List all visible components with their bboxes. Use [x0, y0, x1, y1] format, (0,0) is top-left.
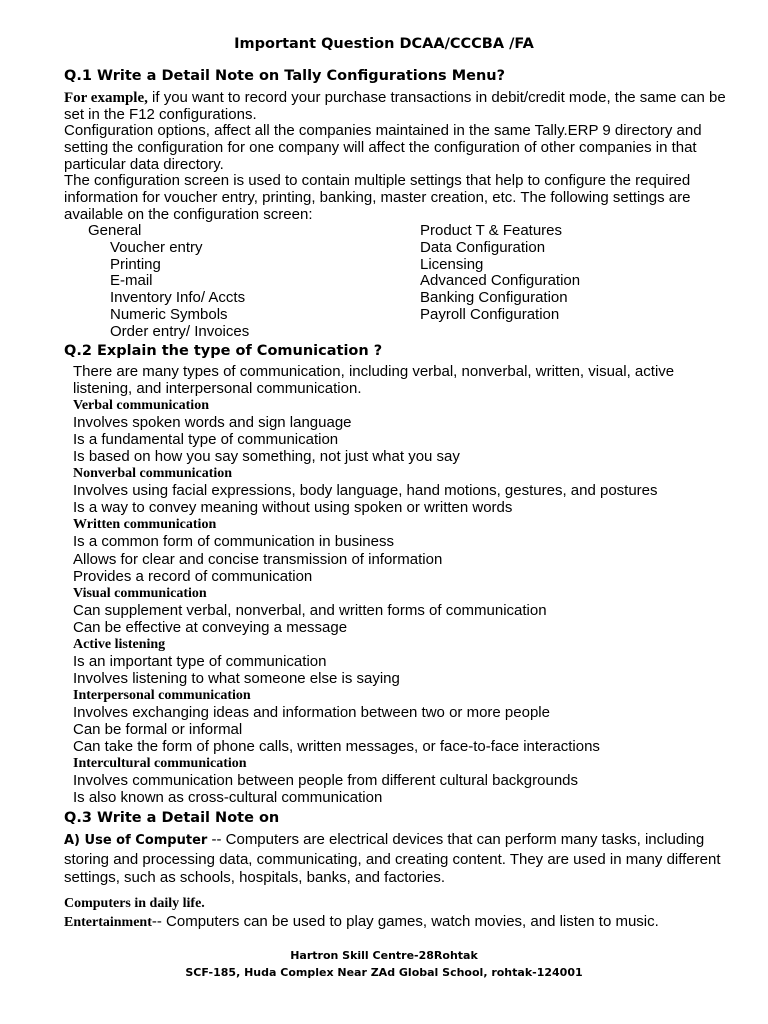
q3-heading: Q.3 Write a Detail Note on: [64, 810, 280, 826]
section-line: Involves listening to what someone else is saying: [73, 669, 400, 687]
footer-address: SCF-185, Huda Complex Near ZAd Global School, rohtak-124001: [185, 966, 583, 979]
use-of-computer-label: A) Use of Computer: [64, 833, 208, 848]
section-line: Involves spoken words and sign language: [73, 414, 352, 432]
section-heading: Nonverbal communication: [73, 466, 233, 482]
settings-item: Banking Configuration: [420, 289, 568, 307]
section-line: Is a fundamental type of communication: [73, 431, 339, 449]
settings-item: E-mail: [110, 272, 153, 290]
settings-item: Advanced Configuration: [420, 272, 581, 290]
section-line: Provides a record of communication: [73, 567, 313, 585]
settings-item: Order entry/ Invoices: [110, 322, 250, 340]
entertainment-line: [64, 913, 659, 931]
section-heading: Verbal communication: [73, 398, 209, 414]
settings-item: Data Configuration: [420, 238, 546, 256]
settings-item: Numeric Symbols: [110, 305, 228, 323]
section-line: Is a way to convey meaning without using spoken or written words: [73, 499, 513, 517]
section-line: Is also known as cross-cultural communication: [73, 789, 383, 807]
daily-life-heading: Computers in daily life.: [64, 896, 205, 911]
example-text: if you want to record your purchase transactions in debit/credit mode, the same can be set in the F12 configurations.: [64, 89, 726, 123]
section-heading: Intercultural communication: [73, 756, 247, 772]
q1-example-paragraph: [64, 90, 732, 124]
section-line: Is a common form of communication in business: [73, 533, 394, 551]
use-of-computer-text: -- Computers are electrical devices that can perform many tasks, including storing and processing data, communicating, and creating content. They are used in many different settings, such as schools, hospitals, banks, and factories.: [64, 831, 721, 886]
settings-item: Product T & Features: [420, 222, 563, 239]
q2-intro: There are many types of communication, including verbal, nonverbal, written, visual, active listening, and interpersonal communication.: [73, 363, 675, 398]
footer-centre-name: Hartron Skill Centre-28Rohtak: [290, 949, 478, 962]
section-line: Involves exchanging ideas and information between two or more people: [73, 703, 550, 721]
q1-heading: Q.1 Write a Detail Note on Tally Configurations Menu?: [64, 68, 506, 84]
section-line: Is an important type of communication: [73, 652, 327, 670]
settings-item: Licensing: [420, 255, 484, 273]
section-line: Allows for clear and concise transmission of information: [73, 550, 443, 568]
section-line: Is based on how you say something, not just what you say: [73, 448, 460, 466]
section-line: Can supplement verbal, nonverbal, and written forms of communication: [73, 601, 547, 619]
section-heading: Written communication: [73, 517, 217, 533]
section-line: Can take the form of phone calls, written messages, or face-to-face interactions: [73, 738, 600, 756]
settings-item: Voucher entry: [110, 238, 203, 256]
q2-heading: Q.2 Explain the type of Comunication ?: [64, 343, 383, 359]
settings-left-column: [88, 223, 249, 341]
entertainment-label: Entertainment: [64, 915, 152, 930]
settings-item: Payroll Configuration: [420, 305, 560, 323]
section-line: Can be effective at conveying a message: [73, 618, 348, 636]
section-line: Involves using facial expressions, body language, hand motions, gestures, and postures: [73, 482, 658, 500]
entertainment-text: -- Computers can be used to play games, watch movies, and listen to music.: [151, 913, 659, 930]
q3-use-of-computer: [64, 831, 732, 888]
example-label: For example,: [64, 90, 148, 106]
settings-general-heading: General: [88, 222, 142, 239]
q2-body: [73, 363, 733, 806]
document-title: Important Question DCAA/CCCBA /FA: [234, 36, 534, 52]
settings-right-column: [420, 223, 580, 324]
section-line: Can be formal or informal: [73, 720, 243, 738]
q1-paragraph-3: The configuration screen is used to contain multiple settings that help to configure the required information for voucher entry, printing, banking, master creation, etc. The following settings are available on the configuration screen:: [64, 172, 691, 223]
section-heading: Visual communication: [73, 585, 207, 601]
section-heading: Interpersonal communication: [73, 687, 251, 703]
settings-item: Printing: [110, 255, 161, 273]
section-heading: Active listening: [73, 636, 166, 652]
section-line: Involves communication between people from different cultural backgrounds: [73, 772, 579, 790]
settings-item: Inventory Info/ Accts: [110, 289, 246, 307]
q1-paragraph-2: Configuration options, affect all the companies maintained in the same Tally.ERP 9 directory and setting the configuration for one company will affect the configuration of other companies in that particular data directory.: [64, 122, 702, 173]
